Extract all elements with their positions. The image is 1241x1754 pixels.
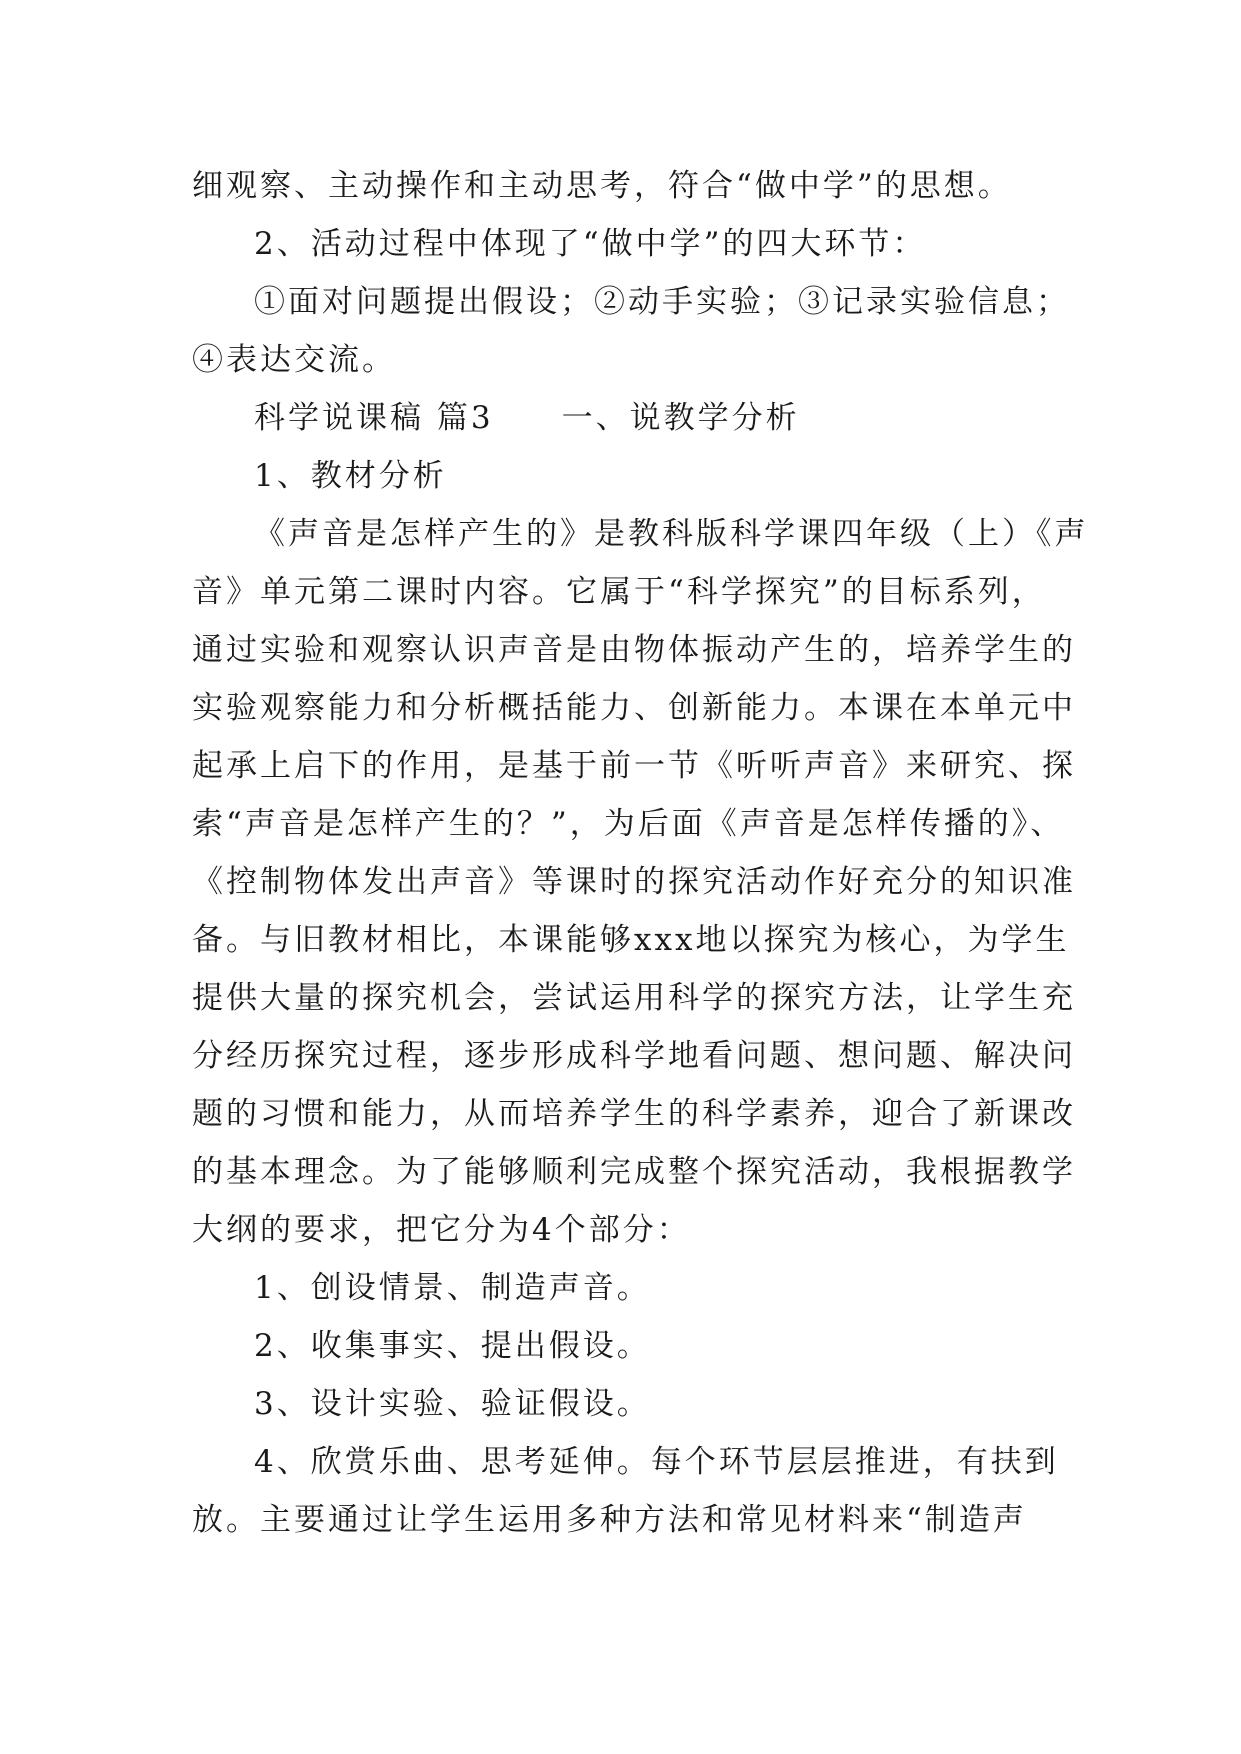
list-item: 3、设计实验、验证假设。 — [254, 1386, 651, 1422]
text-line: 备。与旧教材相比，本课能够xxx地以探究为核心，为学生 — [192, 922, 1070, 958]
text-line: 题的习惯和能力，从而培养学生的科学素养，迎合了新课改 — [192, 1096, 1076, 1132]
text-line: 2、活动过程中体现了“做中学”的四大环节： — [254, 226, 927, 262]
list-item: 1、创设情景、制造声音。 — [254, 1270, 651, 1306]
text-line: 细观察、主动操作和主动思考，符合“做中学”的思想。 — [192, 168, 1012, 204]
text-line: 放。主要通过让学生运用多种方法和常见材料来“制造声 — [192, 1502, 1027, 1538]
text-line: 索“声音是怎样产生的？”，为后面《声音是怎样传播的》、 — [192, 806, 1065, 842]
text-line: 通过实验和观察认识声音是由物体振动产生的，培养学生的 — [192, 632, 1076, 668]
text-line: 的基本理念。为了能够顺利完成整个探究活动，我根据教学 — [192, 1154, 1076, 1190]
text-line: ①面对问题提出假设；②动手实验；③记录实验信息； — [254, 284, 1070, 320]
text-line: ④表达交流。 — [192, 342, 396, 378]
text-line: 起承上启下的作用，是基于前一节《听听声音》来研究、探 — [192, 748, 1076, 784]
text-line: 《控制物体发出声音》等课时的探究活动作好充分的知识准 — [192, 864, 1076, 900]
text-line: 实验观察能力和分析概括能力、创新能力。本课在本单元中 — [192, 690, 1076, 726]
subsection-heading: 1、教材分析 — [254, 458, 447, 494]
text-line: 分经历探究过程，逐步形成科学地看问题、想问题、解决问 — [192, 1038, 1076, 1074]
list-item: 4、欣赏乐曲、思考延伸。每个环节层层推进，有扶到 — [254, 1444, 1059, 1480]
text-line: 音》单元第二课时内容。它属于“科学探究”的目标系列， — [192, 574, 1046, 610]
section-heading: 科学说课稿 篇3 一、说教学分析 — [254, 400, 800, 436]
text-line: 大纲的要求，把它分为4个部分： — [192, 1212, 691, 1248]
document-body — [192, 157, 1089, 1549]
text-line: 《声音是怎样产生的》是教科版科学课四年级（上）《声 — [254, 516, 1089, 552]
list-item: 2、收集事实、提出假设。 — [254, 1328, 651, 1364]
text-line: 提供大量的探究机会，尝试运用科学的探究方法，让学生充 — [192, 980, 1076, 1016]
